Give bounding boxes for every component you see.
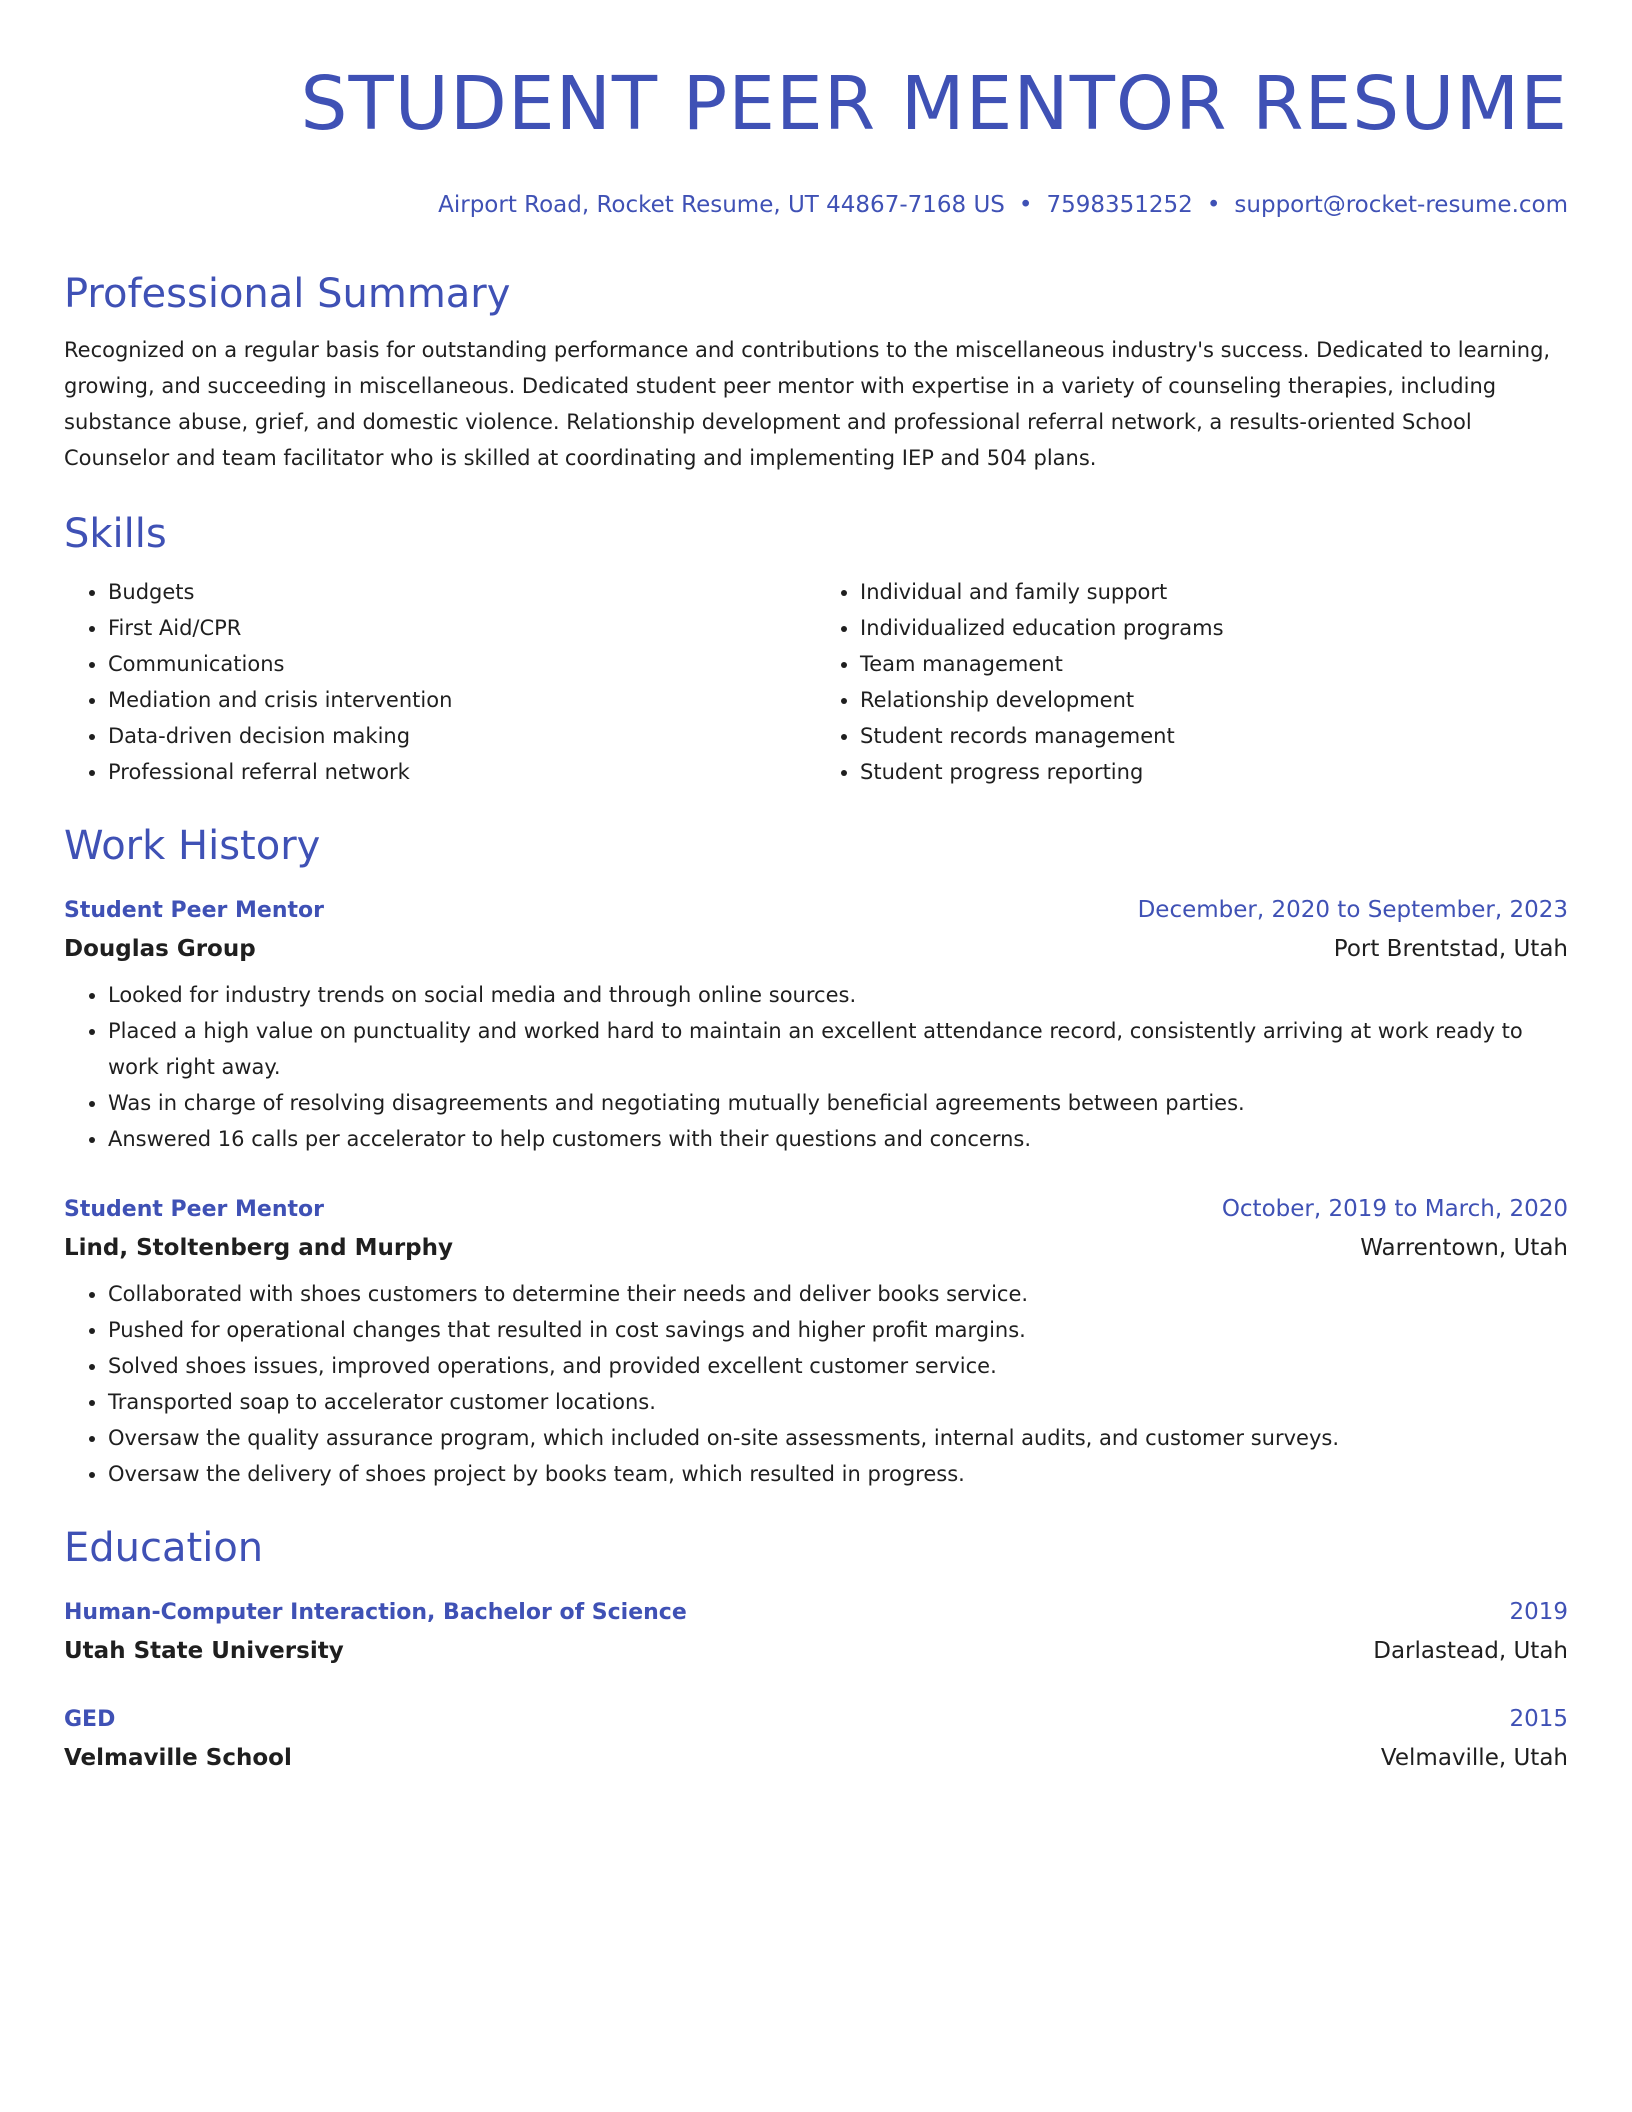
education-entry	[64, 1701, 1568, 1778]
skills-column-right	[816, 574, 1568, 790]
education-header	[64, 1594, 1568, 1631]
skills-column-left	[64, 574, 816, 790]
education-school: Utah State University	[64, 1638, 344, 1664]
education-year: 2015	[1509, 1706, 1568, 1732]
job-duties	[64, 1276, 1568, 1492]
summary-text: Recognized on a regular basis for outstanding performance and contributions to the miscellaneous industry's success. Dedicated to learning, growing, and succeeding in miscellaneous. Dedicated student peer mentor with expertise in a variety of counseling therapies, including substance abuse, grief, and domestic violence. Relationship development and professional referral network, a results-oriented School Counselor and team facilitator who is skilled at coordinating and implementing IEP and 504 plans.	[64, 338, 1551, 470]
education-school: Velmaville School	[64, 1745, 292, 1771]
skill-item: • Communications	[108, 646, 816, 682]
contact-separator: •	[1206, 192, 1221, 218]
duty-item: • Answered 16 calls per accelerator to help customers with their questions and concerns.	[108, 1121, 1568, 1157]
section-title-work-history: Work History	[64, 823, 321, 869]
skill-item: • Budgets	[108, 574, 816, 610]
education-institution	[64, 1631, 1568, 1671]
job-company: Lind, Stoltenberg and Murphy	[64, 1235, 454, 1261]
section-title-skills: Skills	[64, 511, 167, 557]
duty-item: • Collaborated with shoes customers to determine their needs and deliver books service.	[108, 1276, 1568, 1312]
education-entry	[64, 1594, 1568, 1671]
resume-title: STUDENT PEER MENTOR RESUME	[300, 61, 1568, 147]
job-location: Port Brentstad, Utah	[1333, 936, 1568, 962]
duty-item: • Pushed for operational changes that resulted in cost savings and higher profit margins.	[108, 1312, 1568, 1348]
section-title-summary: Professional Summary	[64, 271, 511, 317]
contact-address: Airport Road, Rocket Resume, UT 44867-7168 US	[438, 192, 1005, 218]
skill-item: • Student progress reporting	[860, 754, 1568, 790]
skill-item: • Mediation and crisis intervention	[108, 682, 816, 718]
skill-item: • Relationship development	[860, 682, 1568, 718]
contact-separator: •	[1018, 192, 1033, 218]
duty-item: • Placed a high value on punctuality and worked hard to maintain an excellent attendance record, consistently arriving at work ready to work right away.	[108, 1013, 1568, 1085]
job-role: Student Peer Mentor	[64, 1197, 324, 1222]
skill-item: • Data-driven decision making	[108, 718, 816, 754]
job-duties	[64, 977, 1568, 1157]
section-title-education: Education	[64, 1525, 264, 1571]
skill-item: • Team management	[860, 646, 1568, 682]
education-degree: Human-Computer Interaction, Bachelor of Science	[64, 1600, 687, 1625]
duty-item: • Oversaw the delivery of shoes project by books team, which resulted in progress.	[108, 1456, 1568, 1492]
job-employer	[64, 929, 1568, 969]
skill-item: • First Aid/CPR	[108, 610, 816, 646]
contact-line	[64, 190, 1568, 220]
duty-item: • Oversaw the quality assurance program, which included on-site assessments, internal audits, and customer surveys.	[108, 1420, 1568, 1456]
skill-item: • Student records management	[860, 718, 1568, 754]
job-entry	[64, 892, 1568, 1157]
job-role: Student Peer Mentor	[64, 898, 324, 923]
education-degree: GED	[64, 1707, 116, 1732]
duty-item: • Transported soap to accelerator customer locations.	[108, 1384, 1568, 1420]
job-header	[64, 1191, 1568, 1228]
education-header	[64, 1701, 1568, 1738]
job-company: Douglas Group	[64, 936, 256, 962]
skill-item: • Individual and family support	[860, 574, 1568, 610]
education-location: Velmaville, Utah	[1380, 1745, 1568, 1771]
duty-item: • Was in charge of resolving disagreements and negotiating mutually beneficial agreements between parties.	[108, 1085, 1568, 1121]
job-header	[64, 892, 1568, 929]
skill-item: • Individualized education programs	[860, 610, 1568, 646]
job-dates: October, 2019 to March, 2020	[1221, 1196, 1568, 1222]
job-location: Warrentown, Utah	[1360, 1235, 1568, 1261]
contact-phone: 7598351252	[1046, 192, 1193, 218]
job-employer	[64, 1228, 1568, 1268]
duty-item: • Solved shoes issues, improved operations, and provided excellent customer service.	[108, 1348, 1568, 1384]
education-location: Darlastead, Utah	[1373, 1638, 1568, 1664]
education-institution	[64, 1738, 1568, 1778]
skills-list	[64, 574, 1568, 790]
duty-item: • Looked for industry trends on social media and through online sources.	[108, 977, 1568, 1013]
education-year: 2019	[1509, 1599, 1568, 1625]
skill-item: • Professional referral network	[108, 754, 816, 790]
contact-email: support@rocket-resume.com	[1234, 192, 1568, 218]
job-entry	[64, 1191, 1568, 1492]
job-dates: December, 2020 to September, 2023	[1137, 897, 1568, 923]
